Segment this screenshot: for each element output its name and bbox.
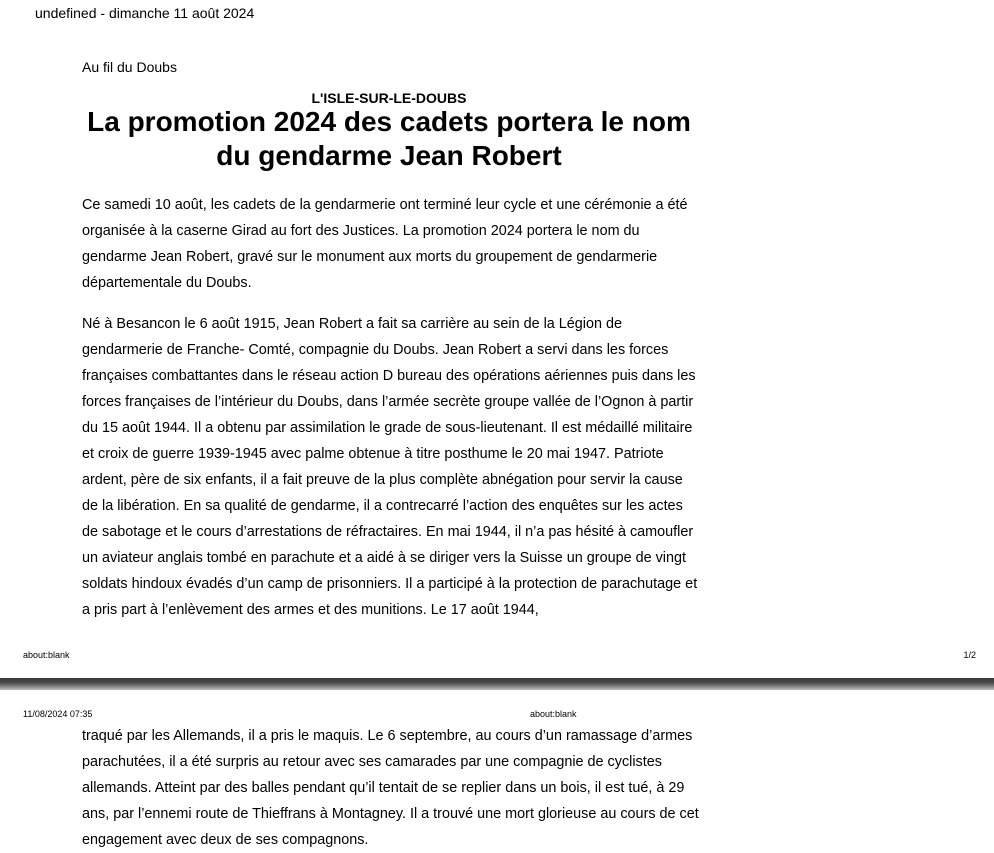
print-footer-url: about:blank bbox=[23, 650, 70, 660]
page-number: 1/2 bbox=[963, 650, 976, 660]
print-header-timestamp: 11/08/2024 07:35 bbox=[23, 709, 93, 719]
page-2 bbox=[0, 690, 994, 853]
article-title: La promotion 2024 des cadets portera le nom du gendarme Jean Robert bbox=[87, 106, 691, 171]
article-paragraph-1: Ce samedi 10 août, les cadets de la gendarmerie ont terminé leur cycle et une cérémonie a été organisée à la caserne Girad au fort des Justices. La promotion 2024 portera le nom du gendarme Jean Robert, gravé sur le monument aux morts du groupement de gendarmerie départementale du Doubs. bbox=[82, 197, 688, 291]
article-paragraph-continued: traqué par les Allemands, il a pris le maquis. Le 6 septembre, au cours d’un ramassage d’armes parachutées, il a été surpris au retour avec ses camarades par une compagnie de cyclistes allemands. Atteint par des balles pendant qu’il tentait de se replier dans un bois, il est tué, à 29 ans, par l’ennemi route de Thieffrans à Montagney. Il a trouvé une mort glorieuse au cours de cet engagement avec deux de ses compagnons. bbox=[82, 728, 699, 848]
print-header-date: undefined - dimanche 11 août 2024 bbox=[35, 5, 255, 21]
article-kicker: L'ISLE-SUR-LE-DOUBS bbox=[311, 90, 467, 106]
section-label: Au fil du Doubs bbox=[82, 59, 177, 75]
article-paragraph-2: Né à Besancon le 6 août 1915, Jean Robert a fait sa carrière au sein de la Légion de gendarmerie de Franche- Comté, compagnie du Doubs. Jean Robert a servi dans les forces françaises combattantes dans le réseau action D bureau des opérations aériennes puis dans les forces françaises de l’intérieur du Doubs, dans l’armée secrète groupe vallée de l’Ognon à partir du 15 août 1944. Il a obtenu par assimilation le grade de sous-lieutenant. Il est médaillé militaire et croix de guerre 1939-1945 avec palme obtenue à titre posthume le 20 mai 1947. Patriote ardent, père de six enfants, il a fait preuve de la plus complète abnégation pour servir la cause de la libération. En sa qualité de gendarme, il a contrecarré l’action des enquêtes sur les actes de sabotage et le cours d’arrestations de réfractaires. En mai 1944, il n’a pas hésité à camoufler un aviateur anglais tombé en parachute et a aidé à se diriger vers la Suisse un groupe de vingt soldats hindoux évadés d’un camp de prisonniers. Il a participé à la protection de parachutage et a pris part à l’enlèvement des armes et des munitions. Le 17 août 1944, bbox=[82, 316, 698, 618]
page-separator bbox=[0, 678, 994, 690]
print-header-url: about:blank bbox=[530, 709, 577, 719]
